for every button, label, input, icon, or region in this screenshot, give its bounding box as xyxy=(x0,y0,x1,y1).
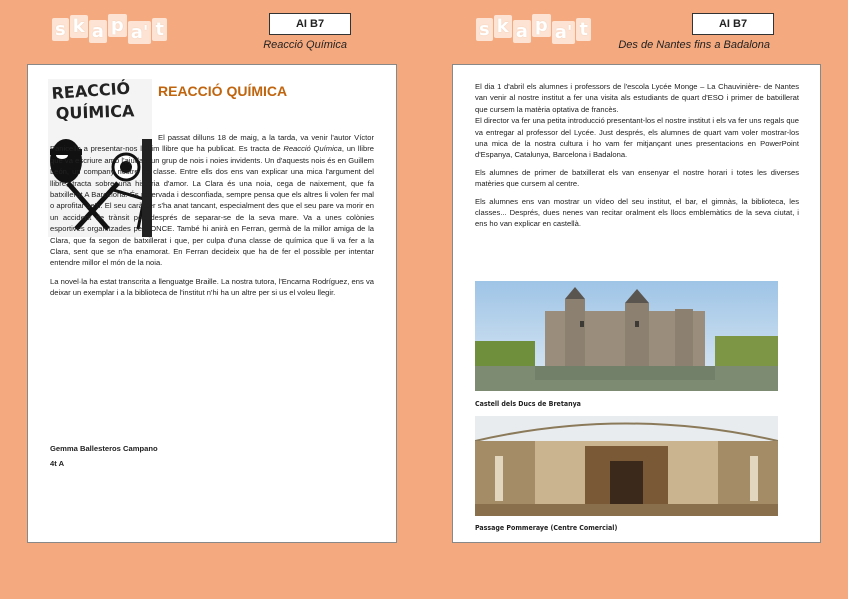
photo-caption: Castell dels Ducs de Bretanya xyxy=(475,400,581,408)
article-body xyxy=(50,132,374,306)
author-class: 4t A xyxy=(50,459,65,468)
author-signature xyxy=(50,441,158,471)
logo-letter: t xyxy=(152,18,167,41)
page-subtitle-left: Reacció Química xyxy=(263,39,347,51)
logo-letter: a xyxy=(513,20,531,43)
article-paragraph: El dia 1 d'abril els alumnes i professors de l'escola Lycée Monge – La Chauvinière- de Nantes van venir al nostre institut a fer una visita als estudiants de quart d'ESO i primer de batxillerat que cursem la matèria optativa de francès. xyxy=(475,82,799,114)
cover-title-line2: QUÍMICA xyxy=(55,101,135,123)
article-paragraph xyxy=(50,132,374,269)
logo-letter: s xyxy=(52,18,69,41)
photo-caption: Passage Pommeraye (Centre Comercial) xyxy=(475,524,618,532)
article-title: REACCIÓ QUÍMICA xyxy=(158,83,288,99)
article-body-right xyxy=(475,81,799,236)
passage-photo xyxy=(475,416,778,516)
skapat-logo-right xyxy=(476,13,589,45)
article-paragraph: El director va fer una petita introducció presentant-los el nostre institut i els va fer uns regals que va entregar al professor del Lycée. Just després, els alumnes de quart vam voler mostrar-los una mica de la nostra cultura i ho vam fer mitjançant unes presentacions en PowerPoint d'Espanya, Catalunya, Barcelona i Badalona. xyxy=(475,116,799,160)
logo-letter: a' xyxy=(552,21,576,44)
castle-photo xyxy=(475,281,778,391)
section-badge-right: AI B7 xyxy=(692,13,774,35)
logo-letter: p xyxy=(108,14,127,37)
skapat-logo-left xyxy=(52,13,165,45)
section-badge-left: AI B7 xyxy=(269,13,351,35)
right-page xyxy=(452,64,821,543)
logo-letter: a' xyxy=(128,21,152,44)
logo-letter: k xyxy=(494,15,512,38)
article-paragraph: Els alumnes ens van mostrar un vídeo del seu institut, el bar, el gimnàs, la biblioteca, les classes... Després, dues nenes van recitar oralment els llocs emblemàtics de la seva ciutat, i ens ho van explicar en castellà. xyxy=(475,196,799,229)
paragraph-rest: , un llibre que va escriure amb l'ajuda d'un grup de nois i noies invidents. Un d'aquests nois és en Guillem León, un company nostre de classe. Entre ells dos ens van explicar una mica l'argument del llibre, tracta sobre una història d'amor. La Clara és una noia, cega de naixement, que fa batxillerat A Barcelona. És reservada i desconfiada, sempre pensa que els altres li volen fer mal o aprofitar-se'n. El seu caràcter s'ha anat tancant, especialment des que el seu pare va morir en un accident de trànsit poc després de separar-se de la seva mare. Va a unes colònies esportives organitzades per l'ONCE. També hi anirà en Ferran, germà de la millor amiga de la Clara, que fa segon de batxillerat i que, per culpa d'una classe de química que li va fer a la Clara, sent que se n'ha enamorat. En Ferran decideix que ha de fer el possible per intentar entendre millor el món de la noia. xyxy=(50,144,374,268)
logo-letter: s xyxy=(476,18,493,41)
logo-letter: k xyxy=(70,15,88,38)
author-name: Gemma Ballesteros Campano xyxy=(50,444,158,453)
logo-letter: a xyxy=(89,20,107,43)
cover-title-line1: REACCIÓ xyxy=(50,79,131,103)
article-paragraph: La novel·la ha estat transcrita a llenguatge Braille. La nostra tutora, l'Encarna Rodríguez, ens va deixar un exemplar i a la biblioteca de l'institut n'hi ha un altre per si us el voleu llegir. xyxy=(50,276,374,298)
article-paragraph: Els alumnes de primer de batxillerat els van ensenyar el nostre horari i totes les diverses matèries que cursem al centre. xyxy=(475,167,799,189)
left-page xyxy=(27,64,397,543)
logo-letter: t xyxy=(576,18,591,41)
logo-letter: p xyxy=(532,14,551,37)
paragraph-lead: El passat dilluns 18 de maig, a la tarda, va venir l'autor Víctor Panicello a presentar-nos l'últim llibre que ha publicat. Es tracta de xyxy=(50,133,374,154)
page-subtitle-right: Des de Nantes fins a Badalona xyxy=(618,39,770,51)
book-title-inline: Reacció Química xyxy=(283,144,342,154)
